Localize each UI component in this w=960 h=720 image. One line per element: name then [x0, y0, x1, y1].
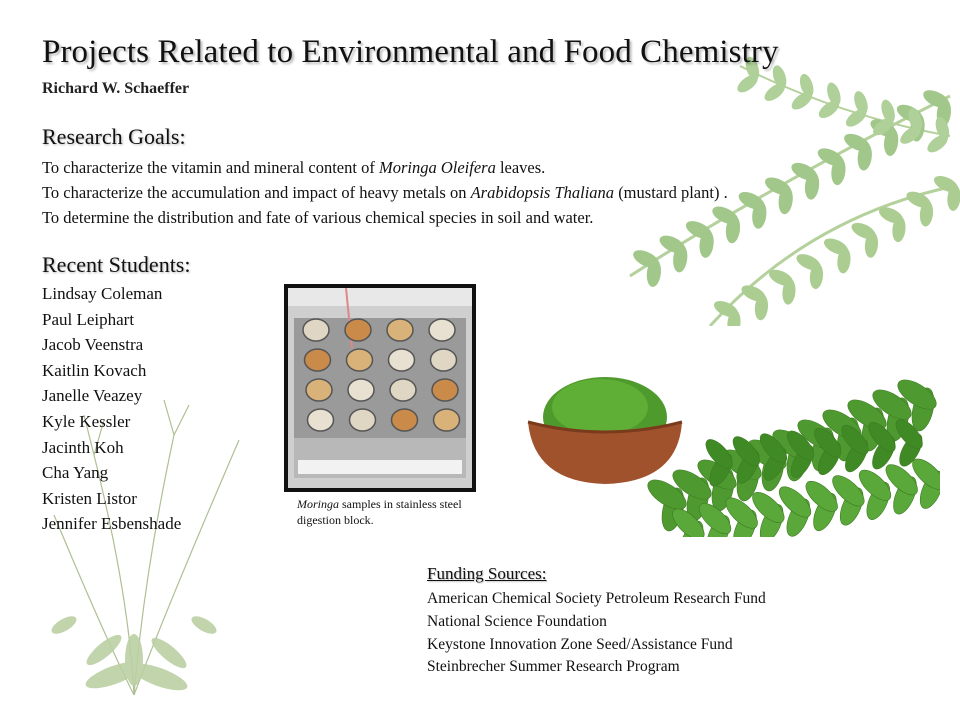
vial-shape: [392, 409, 418, 431]
recent-students-heading: Recent Students:: [42, 252, 191, 277]
vial-shape: [431, 349, 457, 371]
vial-shape: [390, 379, 416, 401]
student-name: Jacob Veenstra: [42, 335, 144, 355]
funding-source: Steinbrecher Summer Research Program: [427, 658, 680, 676]
vial-shape: [305, 349, 331, 371]
vial-shape: [432, 379, 458, 401]
goal-item: To characterize the vitamin and mineral content of Moringa Oleifera leaves.: [42, 158, 546, 177]
vial-shape: [434, 409, 460, 431]
slide-title: Projects Related to Environmental and Food Chemistry: [42, 34, 779, 70]
vial-shape: [389, 349, 415, 371]
vial-shape: [308, 409, 334, 431]
student-name: Lindsay Coleman: [42, 284, 163, 303]
photo-caption: [297, 496, 472, 528]
author-name: Richard W. Schaeffer: [42, 80, 190, 97]
vial-shape: [387, 319, 413, 341]
digestion-block-image: [288, 288, 472, 488]
student-name: Cha Yang: [42, 463, 109, 483]
student-name: Paul Leiphart: [42, 309, 135, 329]
vial-shape: [303, 319, 329, 341]
vial-shape: [345, 319, 371, 341]
student-name: Kaitlin Kovach: [42, 360, 147, 380]
caption-text: samples in stainless steel digestion block.: [297, 497, 462, 527]
goal-item: To determine the distribution and fate of various chemical species in soil and water.: [42, 208, 594, 227]
student-name: Janelle Veazey: [42, 386, 143, 406]
funding-sources-heading: Funding Sources:: [427, 564, 547, 583]
vial-shape: [306, 379, 332, 401]
vial-shape: [429, 319, 455, 341]
vial-shape: [348, 379, 374, 401]
funding-sources-list: [427, 588, 766, 679]
funding-source: Keystone Innovation Zone Seed/Assistance Fund: [427, 635, 733, 653]
funding-source: National Science Foundation: [427, 612, 607, 630]
funding-source: American Chemical Society Petroleum Research Fund: [427, 590, 766, 607]
student-name: Kyle Kessler: [42, 411, 131, 431]
goal-item: To characterize the accumulation and impact of heavy metals on Arabidopsis Thaliana (mustard plant) .: [42, 183, 728, 202]
caption-italic: Moringa: [297, 497, 339, 511]
student-name: Kristen Listor: [42, 488, 137, 508]
research-goals-list: [42, 155, 728, 230]
vial-shape: [350, 409, 376, 431]
vial-shape: [347, 349, 373, 371]
students-list: [42, 281, 181, 537]
digestion-block-photo: [284, 284, 476, 492]
research-goals-heading: Research Goals:: [42, 124, 186, 149]
moringa-powder-and-leaves-image: [520, 362, 940, 537]
student-name: Jacinth Koh: [42, 437, 124, 457]
student-name: Jennifer Esbenshade: [42, 514, 182, 534]
